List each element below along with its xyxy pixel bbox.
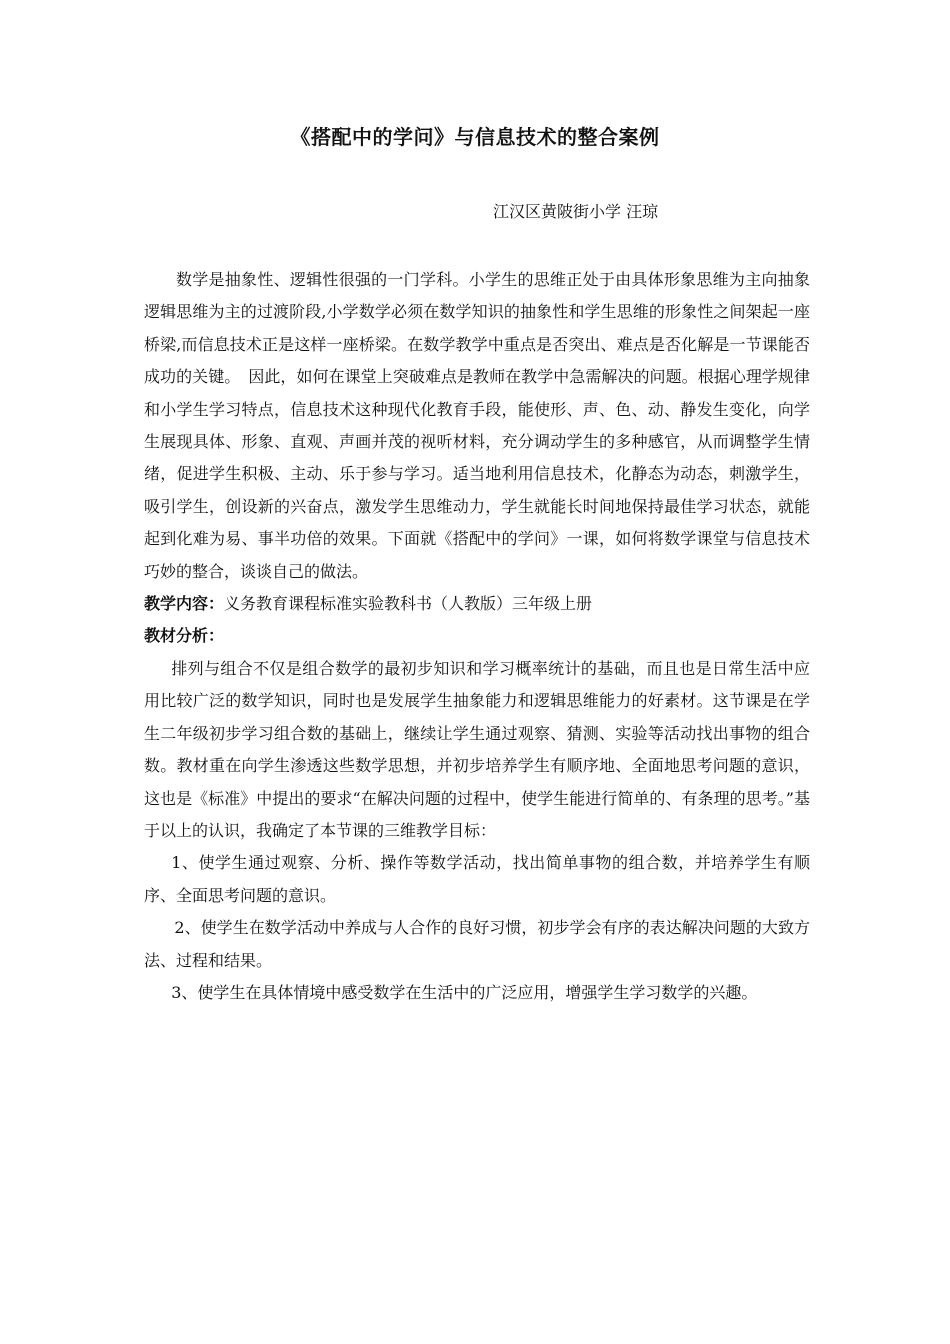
analysis-paragraph: 排列与组合不仅是组合数学的最初步知识和学习概率统计的基础，而且也是日常生活中应用比较广泛的数学知识，同时也是发展学生抽象能力和逻辑思维能力的好素材。这节课是在学生二年级初步学习组合数的基础上，继续让学生通过观察、猜测、实验等活动找出事物的组合数。教材重在向学生渗透这些数学思想，并初步培养学生有顺序地、全面地思考问题的意识，这也是《标准》中提出的要求“在解决问题的过程中，使学生能进行简单的、有条理的思考。”基于以上的认识，我确定了本节课的三维教学目标： bbox=[144, 658, 810, 840]
analysis-label: 教材分析： bbox=[144, 626, 225, 646]
document-title: 《搭配中的学问》与信息技术的整合案例 bbox=[290, 125, 660, 149]
teaching-content-value: 义务教育课程标准实验教科书（人教版）三年级上册 bbox=[224, 594, 593, 614]
goal-item-2: 2、使学生在数学活动中养成与人合作的良好习惯，初步学会有序的表达解决问题的大致方法、过程和结果。 bbox=[144, 918, 810, 970]
goal-item-3: 3、使学生在具体情境中感受数学在生活中的广泛应用，增强学生学习数学的兴趣。 bbox=[171, 982, 758, 1002]
teaching-content-line bbox=[144, 588, 810, 620]
intro-paragraph: 数学是抽象性、逻辑性很强的一门学科。小学生的思维正处于由具体形象思维为主向抽象逻辑思维为主的过渡阶段,小学数学必须在数学知识的抽象性和学生思维的形象性之间架起一座桥梁,而信息技术正是这样一座桥梁。在数学教学中重点是否突出、难点是否化解是一节课能否成功的关键。 因此，如何在课堂上突破难点是教师在教学中急需解决的问题。根据心理学规律和小学生学习特点，信息技术这种现代化教育手段，能使形、声、色、动、静发生变化，向学生展现具体、形象、直观、声画并茂的视听材料，充分调动学生的多种感官，从而调整学生情绪，促进学生积极、主动、乐于参与学习。适当地利用信息技术，化静态为动态，刺激学生，吸引学生，创设新的兴奋点，激发学生思维动力，学生就能长时间地保持最佳学习状态，就能起到化难为易、事半功倍的效果。下面就《搭配中的学问》一课，如何将数学课堂与信息技术巧妙的整合，谈谈自己的做法。 bbox=[144, 270, 810, 581]
document-body bbox=[144, 264, 810, 1009]
teaching-content-label: 教学内容： bbox=[144, 594, 225, 614]
document-author: 江汉区黄陂街小学 汪琼 bbox=[493, 202, 659, 221]
goal-item-1: 1、使学生通过观察、分析、操作等数学活动，找出简单事物的组合数，并培养学生有顺序、全面思考问题的意识。 bbox=[144, 853, 810, 905]
analysis-heading-line bbox=[144, 620, 810, 652]
